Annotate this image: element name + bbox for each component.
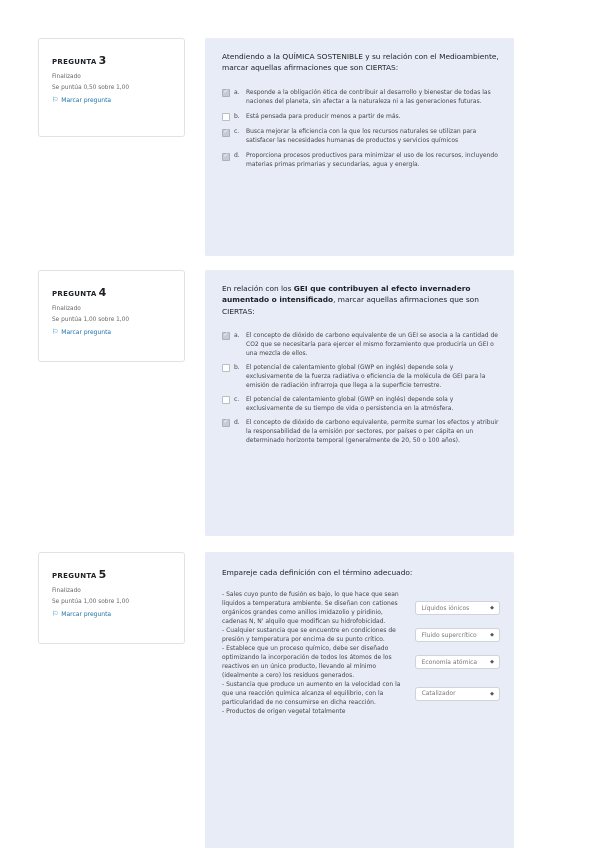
term-select[interactable]: Economía atómica ◆ xyxy=(415,655,500,669)
answer-list xyxy=(222,88,500,170)
checkbox[interactable] xyxy=(222,419,230,427)
question-number: 3 xyxy=(98,54,107,67)
question-content-5 xyxy=(205,552,514,848)
match-row: - Sales cuyo punto de fusión es bajo, lo que hace que sean líquidos a temperatura ambiente. Se diseñan con cationes orgánicos grandes como anillos imidazolio y piridinio, cadenas N, N' alquilo que modifican su hidrofobicidad. Líquidos iónicos ◆ xyxy=(222,590,500,626)
term-select[interactable]: Líquidos iónicos ◆ xyxy=(415,601,500,615)
answer-option[interactable]: ✓ c. Busca mejorar la eficiencia con la que los recursos naturales se utilizan para satisfacer las necesidades humanas de productos y servicios químicos xyxy=(222,127,500,145)
checkbox[interactable] xyxy=(222,89,230,97)
select-arrows-icon: ◆ xyxy=(490,690,494,697)
question-grade: Se puntúa 1,00 sobre 1,00 xyxy=(52,599,130,605)
answer-option[interactable]: b. Está pensada para producir menos a partir de más. xyxy=(222,112,500,122)
checkbox[interactable] xyxy=(222,129,230,137)
checkbox[interactable] xyxy=(222,113,230,121)
flag-question-link[interactable]: ⚐ Marcar pregunta xyxy=(52,328,112,336)
question-grade: Se puntúa 1,00 sobre 1,00 xyxy=(52,317,130,323)
flag-icon: ⚐ xyxy=(52,610,59,618)
term-select[interactable]: Fluido supercrítico ◆ xyxy=(415,628,500,642)
question-info-4 xyxy=(38,270,185,362)
answer-option[interactable]: ✓ d. El concepto de dióxido de carbono equivalente, permite sumar los efectos y atribuir la responsabilidad de la emisión por sectores, por países o per cápita en un determinado horizonte temporal (generalmente de 20, 50 o 100 años). xyxy=(222,418,500,445)
question-number: 5 xyxy=(98,568,107,581)
question-heading: PREGUNTA 3 xyxy=(52,54,107,67)
select-arrows-icon: ◆ xyxy=(490,659,494,666)
flag-question-link[interactable]: ⚐ Marcar pregunta xyxy=(52,96,112,104)
question-heading: PREGUNTA 4 xyxy=(52,286,107,299)
question-text: Atendiendo a la QUÍMICA SOSTENIBLE y su relación con el Medioambiente, marcar aquellas afirmaciones que son CIERTAS: xyxy=(222,52,499,73)
question-state: Finalizado xyxy=(52,306,81,312)
question-info-5 xyxy=(38,552,185,644)
match-list xyxy=(222,590,500,716)
question-grade: Se puntúa 0,50 sobre 1,00 xyxy=(52,85,130,91)
flag-icon: ⚐ xyxy=(52,96,59,104)
answer-option[interactable]: b. El potencial de calentamiento global (GWP en inglés) depende sola y exclusivamente de la fuerza radiativa o eficiencia de la molécula de GEI para la emisión de radiación infrarroja que llega a la superficie terrestre. xyxy=(222,363,500,390)
answer-option[interactable]: ✓ a. El concepto de dióxido de carbono equivalente de un GEI se asocia a la cantidad de CO2 que se necesitaría para ejercer el mismo forzamiento que produciría un GEI o una mezcla de ellos. xyxy=(222,331,500,358)
question-info-3 xyxy=(38,38,185,137)
flag-question-link[interactable]: ⚐ Marcar pregunta xyxy=(52,610,112,618)
question-state: Finalizado xyxy=(52,588,81,594)
select-arrows-icon: ◆ xyxy=(490,632,494,639)
question-number: 4 xyxy=(98,286,107,299)
answer-option[interactable]: ✓ a. Responde a la obligación ética de contribuir al desarrollo y bienestar de todas las naciones del planeta, sin afectar a la naturaleza ni a las generaciones futuras. xyxy=(222,88,500,106)
match-row: - Productos de origen vegetal totalmente xyxy=(222,708,346,716)
flag-icon: ⚐ xyxy=(52,328,59,336)
answer-option[interactable]: ✓ d. Proporciona procesos productivos para minimizar el uso de los recursos, incluyendo materias primas primarias y secundarias, agua y energía. xyxy=(222,151,500,169)
match-row: - Cualquier sustancia que se encuentre en condiciones de presión y temperatura por encima de su punto crítico. Fluido supercrítico ◆ xyxy=(222,626,500,644)
question-content-3 xyxy=(205,38,514,256)
checkbox[interactable] xyxy=(222,396,230,404)
checkbox[interactable] xyxy=(222,364,230,372)
question-content-4 xyxy=(205,270,514,536)
question-text: En relación con los GEI que contribuyen al efecto invernadero aumentado o intensificado, marcar aquellas afirmaciones que son CIERTAS: xyxy=(222,284,479,316)
checkbox[interactable] xyxy=(222,153,230,161)
answer-option[interactable]: c. El potencial de calentamiento global (GWP en inglés) depende sola y exclusivamente de su tiempo de vida o persistencia en la atmósfera. xyxy=(222,395,500,413)
question-heading: PREGUNTA 5 xyxy=(52,568,107,581)
checkbox[interactable] xyxy=(222,332,230,340)
match-row: - Establece que un proceso químico, debe ser diseñado optimizando la incorporación de todos los átomos de los reactivos en un único producto, llevando al mínimo (idealmente a cero) los residuos generados. Economía atómica ◆ xyxy=(222,644,500,680)
match-row: - Sustancia que produce un aumento en la velocidad con la que una reacción química alcanza el equilibrio, con la particularidad de no consumirse en dicha reacción. Catalizador ◆ xyxy=(222,680,500,707)
question-text: Empareje cada definición con el término adecuado: xyxy=(222,568,413,577)
term-select[interactable]: Catalizador ◆ xyxy=(415,687,500,701)
answer-list xyxy=(222,331,500,445)
select-arrows-icon: ◆ xyxy=(490,605,494,612)
question-state: Finalizado xyxy=(52,74,81,80)
